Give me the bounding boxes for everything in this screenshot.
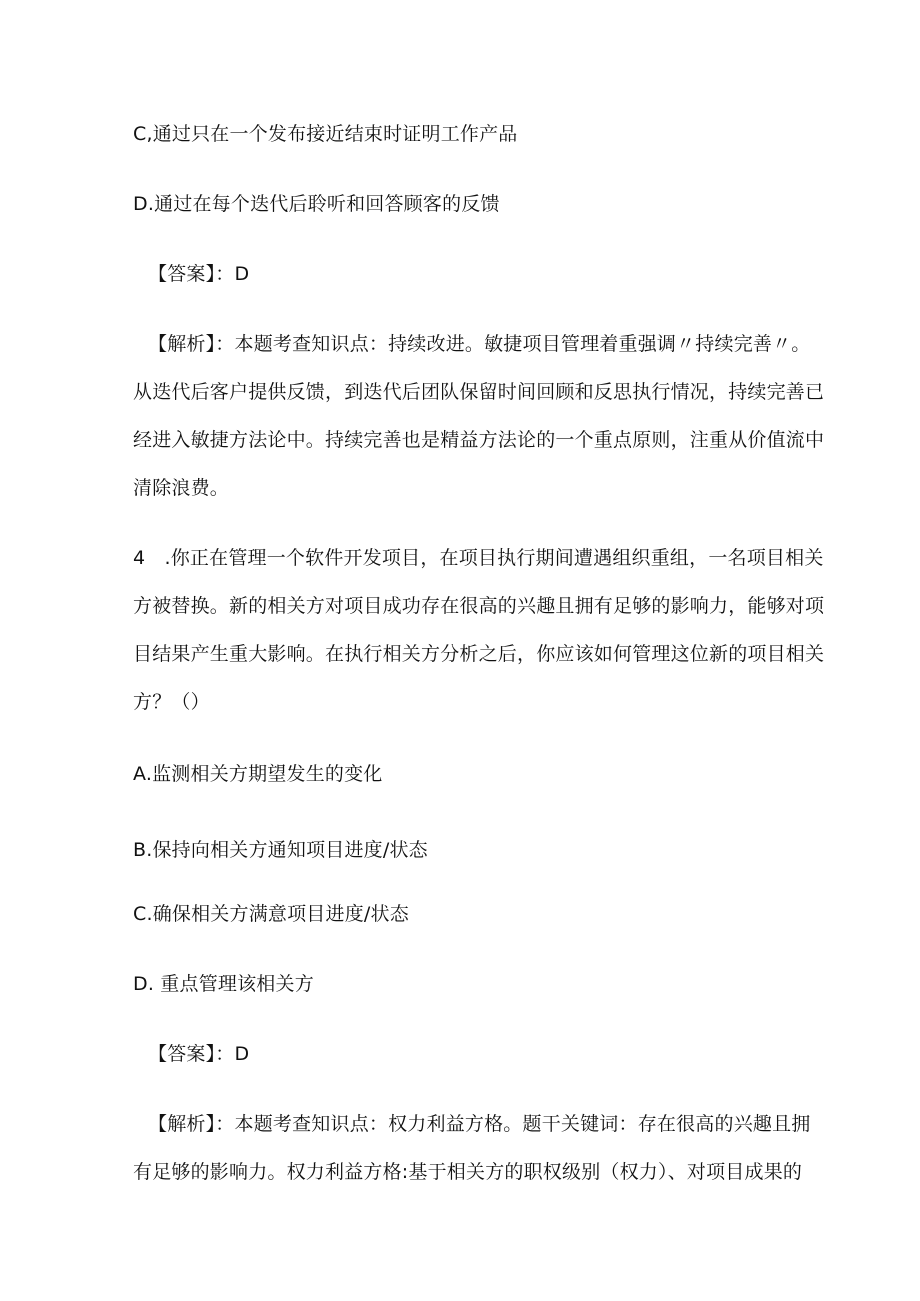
- prev-answer: 【答案】：D: [148, 263, 250, 285]
- prev-option-d: D.通过在每个迭代后聆听和回答顾客的反馈: [133, 193, 500, 215]
- question-stem-line: 方被替换。新的相关方对项目成功存在很高的兴趣且拥有足够的影响力，能够对项: [133, 595, 825, 617]
- option-c: C.确保相关方满意项目进度/状态: [133, 903, 409, 925]
- prev-analysis-line: 【解析】：本题考查知识点：持续改进。敏捷项目管理着重强调〃持续完善〃。: [148, 333, 811, 355]
- answer: 【答案】：D: [148, 1043, 250, 1065]
- prev-analysis-line: 经进入敏捷方法论中。持续完善也是精益方法论的一个重点原则，注重从价值流中: [133, 429, 825, 451]
- option-a: A.监测相关方期望发生的变化: [133, 763, 383, 785]
- question-stem-line: 4 .你正在管理一个软件开发项目，在项目执行期间遭遇组织重组，一名项目相关: [133, 547, 824, 569]
- analysis-line: 【解析】：本题考查知识点：权力利益方格。题干关键词：存在很高的兴趣且拥: [148, 1113, 811, 1135]
- prev-analysis-line: 清除浪费。: [133, 477, 230, 499]
- question-stem-line: 方？（）: [133, 691, 210, 713]
- option-d: D. 重点管理该相关方: [133, 973, 314, 995]
- option-b: B.保持向相关方通知项目进度/状态: [133, 839, 428, 861]
- analysis-line: 有足够的影响力。权力利益方格:基于相关方的职权级别（权力）、对项目成果的: [133, 1161, 803, 1183]
- prev-analysis-line: 从迭代后客户提供反馈，到迭代后团队保留时间回顾和反思执行情况，持续完善已: [133, 381, 825, 403]
- prev-option-c: C,通过只在一个发布接近结束时证明工作产品: [133, 123, 518, 145]
- question-stem-line: 目结果产生重大影响。在执行相关方分析之后，你应该如何管理这位新的项目相关: [133, 643, 825, 665]
